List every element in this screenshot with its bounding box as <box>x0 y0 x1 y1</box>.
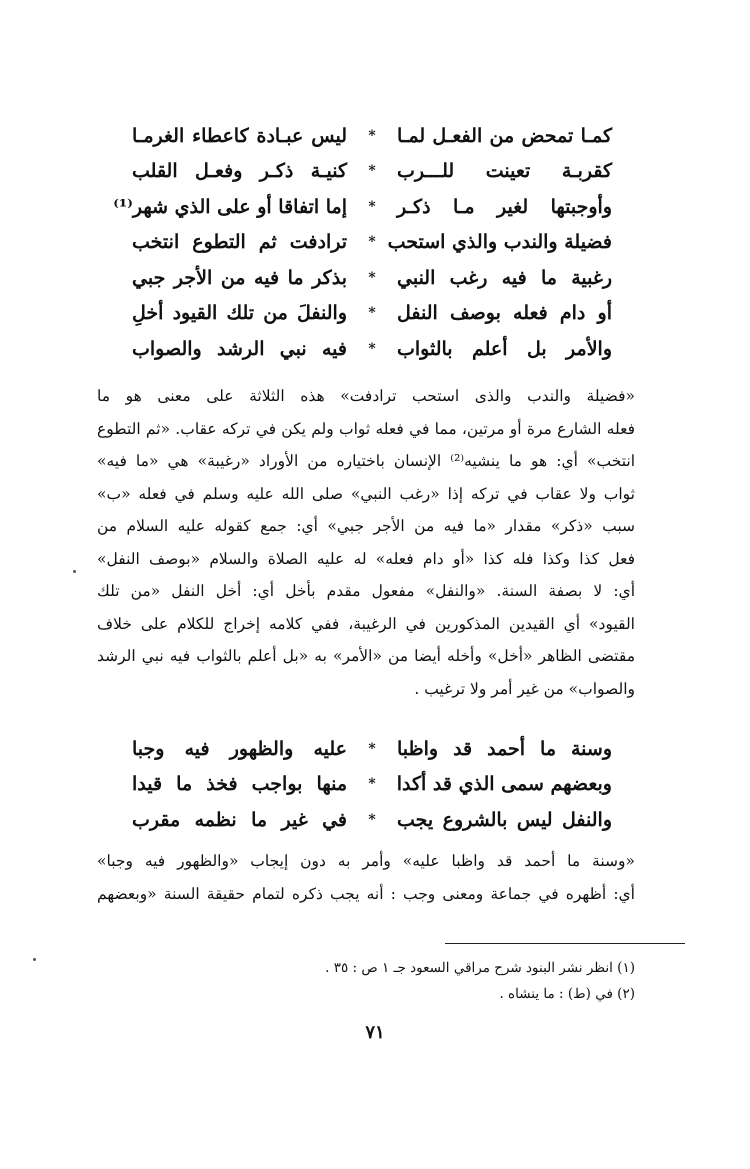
commentary-block-1 <box>97 380 635 705</box>
scan-speck <box>33 958 36 961</box>
verse-line: أو دام فعله بوصف النفل * والنفلَ من تلك القيود أخلِ <box>132 302 612 325</box>
commentary-line: أي: أظهره في جماعة ومعنى وجب : أنه يجب ذكره لتمام حقيقة السنة «وبعضهم <box>97 884 635 903</box>
verse-line: رغبية ما فيه رغب النبي * بذكر ما فيه من الأجر جبي <box>132 266 612 289</box>
commentary-line: والصواب» من غير أمر ولا ترغيب . <box>414 679 635 698</box>
scan-speck <box>73 570 76 573</box>
commentary-line: انتخب» أي: هو ما ينشيه⁽²⁾ الإنسان باختياره من الأوراد «رغيبة» هي «ما فيه» <box>97 452 636 470</box>
commentary-line: سبب «ذكر» مقدار «ما فيه من الأجر جبي» أي: جمع كقوله عليه السلام من <box>97 517 635 535</box>
footnote: (٢) في (ط) : ما ينشاه . <box>499 986 635 1002</box>
verse-line: فضيلة والندب والذي استحب * ترادفت ثم التطوع انتخب <box>132 231 612 254</box>
verse-separator: * <box>368 163 376 180</box>
verse-block-1 <box>113 118 612 367</box>
verse-line: كقربـة تعينت للـــرب * كنيـة ذكـر وفعـل القلب <box>132 160 612 183</box>
commentary-line: مقتضى الظاهر «أخل» وأخله أيضا من «الأمر» به «بل أعلم بالثواب فيه نبي الرشد <box>97 647 635 665</box>
verse-separator: * <box>368 305 376 322</box>
page-number: ٧١ <box>365 1022 385 1043</box>
verse-line: وبعضهم سمى الذي قد أكدا * منها بواجب فخذ ما قيدا <box>132 773 612 796</box>
footnote-divider <box>445 943 685 944</box>
commentary-line: «وسنة ما أحمد قد واظبا عليه» وأمر به دون إيجاب «والظهور فيه وجبا» <box>97 852 635 870</box>
verse-line: وسنة ما أحمد قد واظبا * عليه والظهور فيه وجبا <box>132 737 612 760</box>
commentary-line: القيود» أي القيدين المذكورين في الرغيبة، ففي كلامه إخراج للكلام على خلاف <box>97 614 635 633</box>
verse-line: والأمر بل أعلم بالثواب * فيه نبي الرشد والصواب <box>132 337 612 360</box>
verse-separator: * <box>368 198 376 215</box>
commentary-line: ثواب ولا عقاب في تركه إذا «رغب النبي» صلى الله عليه وسلم في فعله «ب» <box>97 484 635 503</box>
verse-separator: * <box>368 269 376 286</box>
verse-separator: * <box>368 340 376 357</box>
verse-line: وأوجبتها لغير مـا ذكـر * إما اتفاقا أو على الذي شهر⁽¹⁾ <box>113 195 612 218</box>
verse-separator: * <box>368 811 376 828</box>
commentary-line: «فضيلة والندب والذى استحب ترادفت» هذه الثلاثة على معنى هو ما <box>97 387 635 405</box>
verse-separator: * <box>368 234 376 251</box>
commentary-block-2 <box>97 845 635 910</box>
verse-line: كمـا تمحض من الفعـل لمـا * ليس عبـادة كاعطاء الغرمـا <box>132 124 612 147</box>
commentary-line: أي: لا بصفة السنة. «والنفل» مفعول مقدم بأخل أي: أخل النفل «من تلك <box>97 582 635 600</box>
verse-separator: * <box>368 740 376 757</box>
verse-separator: * <box>368 127 376 144</box>
commentary-line: فعله الشارع مرة أو مرتين، مما في فعله ثواب ولم يكن في تركه عقاب. «ثم التطوع <box>97 419 635 438</box>
footnote: (١) انظر نشر البنود شرح مراقي السعود جـ ١ ص : ٣٥ . <box>325 960 635 976</box>
commentary-line: فعل كذا وكذا فله كذا «أو دام فعله» له عليه الصلاة والسلام «بوصف النفل» <box>97 549 635 568</box>
verse-line: والنفل ليس بالشروع يجب * في غير ما نظمه مقرب <box>132 808 612 831</box>
verse-block-2 <box>132 731 612 838</box>
footnotes <box>95 955 635 1007</box>
verse-separator: * <box>368 776 376 793</box>
